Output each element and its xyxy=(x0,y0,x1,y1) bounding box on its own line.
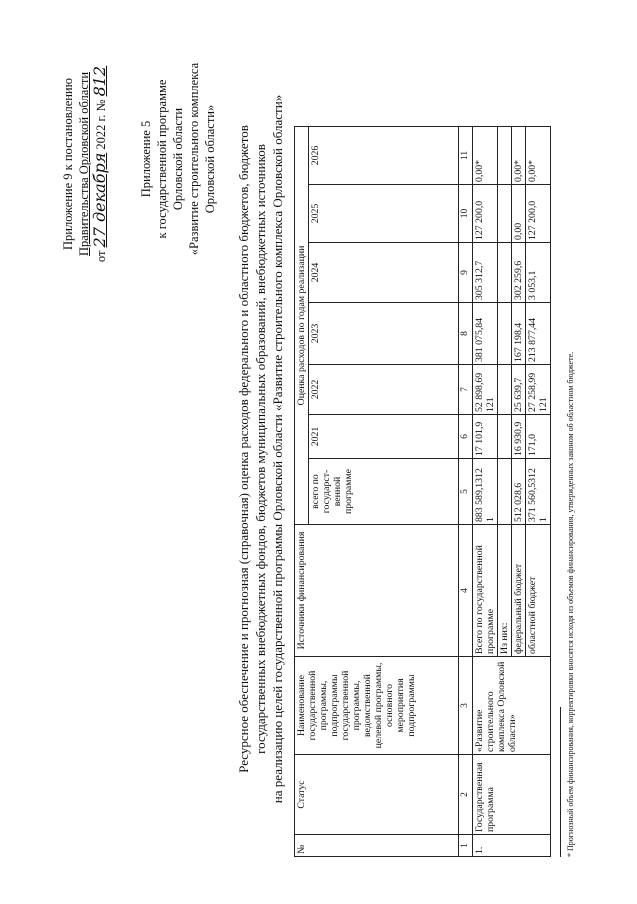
document-title xyxy=(235,34,286,864)
date-year: 2022 г. № xyxy=(94,99,108,150)
title-line2: государственных внебюджетных фондов, бюджетов муниципальных образований, внебюджетных источников xyxy=(253,144,268,754)
title-line1: Ресурсное обеспечение и прогнозная (справочная) оценка расходов федерального и областного бюджетов, бюджетов xyxy=(236,125,251,773)
col-estimate-header: Оценка расходов по годам реализации xyxy=(295,127,309,525)
value-cell-2023: 167 198,4 xyxy=(512,303,526,365)
col-number: 2 xyxy=(459,755,473,835)
appendix-5-line3: Орловской области xyxy=(171,107,185,211)
value-cell-2021: 17 101,9 xyxy=(473,415,498,459)
appendix-9-date-line xyxy=(92,24,109,304)
appendix-9-header xyxy=(60,24,109,304)
total-cell: 883 589,1312 1 xyxy=(473,459,498,525)
source-cell: Из них: xyxy=(498,525,512,657)
value-cell-2024 xyxy=(498,243,512,303)
value-cell-2021: 171,0 xyxy=(526,415,551,459)
value-cell-2024: 3 053,1 xyxy=(526,243,551,303)
col-name-header: Наименование государственной программы, подпрограммы государственной программы, ведомственной целевой программы, основного мероприятия подпрограммы xyxy=(295,657,459,755)
col-number: 11 xyxy=(459,127,473,185)
table-row-total xyxy=(473,127,498,857)
total-cell xyxy=(498,459,512,525)
value-cell-2025: 127 200,0 xyxy=(473,185,498,243)
col-total-header: всего по государст-венной программе xyxy=(309,459,459,525)
appendix-9-line2: Правительства Орловской области xyxy=(77,71,91,257)
appendix-5-header xyxy=(138,24,218,294)
col-year-2022: 2022 xyxy=(309,365,459,415)
value-cell-2023 xyxy=(498,303,512,365)
value-cell-2022: 27 258,99 121 xyxy=(526,365,551,415)
col-number: 5 xyxy=(459,459,473,525)
value-cell-2023: 213 877,44 xyxy=(526,303,551,365)
value-cell-2022: 52 898,69 121 xyxy=(473,365,498,415)
col-number: 1 xyxy=(459,835,473,857)
col-number: 10 xyxy=(459,185,473,243)
handwritten-date: 27 декабря xyxy=(90,152,109,248)
header-row-1 xyxy=(295,127,309,857)
value-cell-2025: 127 200,0 xyxy=(526,185,551,243)
value-cell-2026: 0,00* xyxy=(473,127,498,185)
col-year-2021: 2021 xyxy=(309,415,459,459)
col-source-header: Источники финансирования xyxy=(295,525,459,657)
row-name: «Развитие строительного комплекса Орловской области» xyxy=(473,657,551,755)
appendix-5-line4: «Развитие строительного комплекса xyxy=(187,62,201,256)
footnote: * Прогнозный объем финансирования, корректировки вносятся исходя из объемов финансирования, утвержденных законом об областном бюджете. xyxy=(566,351,575,857)
date-prefix: от xyxy=(94,250,108,263)
value-cell-2024: 302 259,6 xyxy=(512,243,526,303)
total-cell: 371 560,5312 1 xyxy=(526,459,551,525)
source-cell: областной бюджет xyxy=(526,525,551,657)
value-cell-2022 xyxy=(498,365,512,415)
col-year-2025: 2025 xyxy=(309,185,459,243)
col-year-2024: 2024 xyxy=(309,243,459,303)
col-number: 6 xyxy=(459,415,473,459)
value-cell-2025: 0,00 xyxy=(512,185,526,243)
value-cell-2021 xyxy=(498,415,512,459)
value-cell-2025 xyxy=(498,185,512,243)
col-number: 4 xyxy=(459,525,473,657)
total-cell: 512 028,6 xyxy=(512,459,526,525)
value-cell-2026 xyxy=(498,127,512,185)
value-cell-2026: 0,00* xyxy=(512,127,526,185)
col-number: 9 xyxy=(459,243,473,303)
source-cell: Всего по государственной программе xyxy=(473,525,498,657)
appendix-9-line1: Приложение 9 к постановлению xyxy=(61,78,75,250)
value-cell-2021: 16 930,9 xyxy=(512,415,526,459)
footnote-divider xyxy=(560,707,561,857)
title-line3: на реализацию целей государственной программы Орловской области «Развитие строительного комплекса Орловской области» xyxy=(270,94,285,804)
col-status-header: Статус xyxy=(295,755,459,835)
row-no: 1. xyxy=(473,835,551,857)
appendix-5-line2: к государственной программе xyxy=(155,79,169,239)
appendix-5-line1: Приложение 5 xyxy=(139,120,153,198)
value-cell-2023: 381 075,84 xyxy=(473,303,498,365)
col-year-2026: 2026 xyxy=(309,127,459,185)
col-year-2023: 2023 xyxy=(309,303,459,365)
appendix-5-line5: Орловской области» xyxy=(203,104,217,214)
row-status: Государственная программа xyxy=(473,755,551,835)
column-numbers-row xyxy=(459,127,473,857)
col-number: 3 xyxy=(459,657,473,755)
col-no-header: № xyxy=(295,835,459,857)
resource-table xyxy=(294,126,551,857)
handwritten-number: 812 xyxy=(90,65,109,97)
source-cell: федеральный бюджет xyxy=(512,525,526,657)
col-number: 7 xyxy=(459,365,473,415)
col-number: 8 xyxy=(459,303,473,365)
value-cell-2026: 0,00* xyxy=(526,127,551,185)
value-cell-2022: 25 639,7 xyxy=(512,365,526,415)
value-cell-2024: 305 312,7 xyxy=(473,243,498,303)
